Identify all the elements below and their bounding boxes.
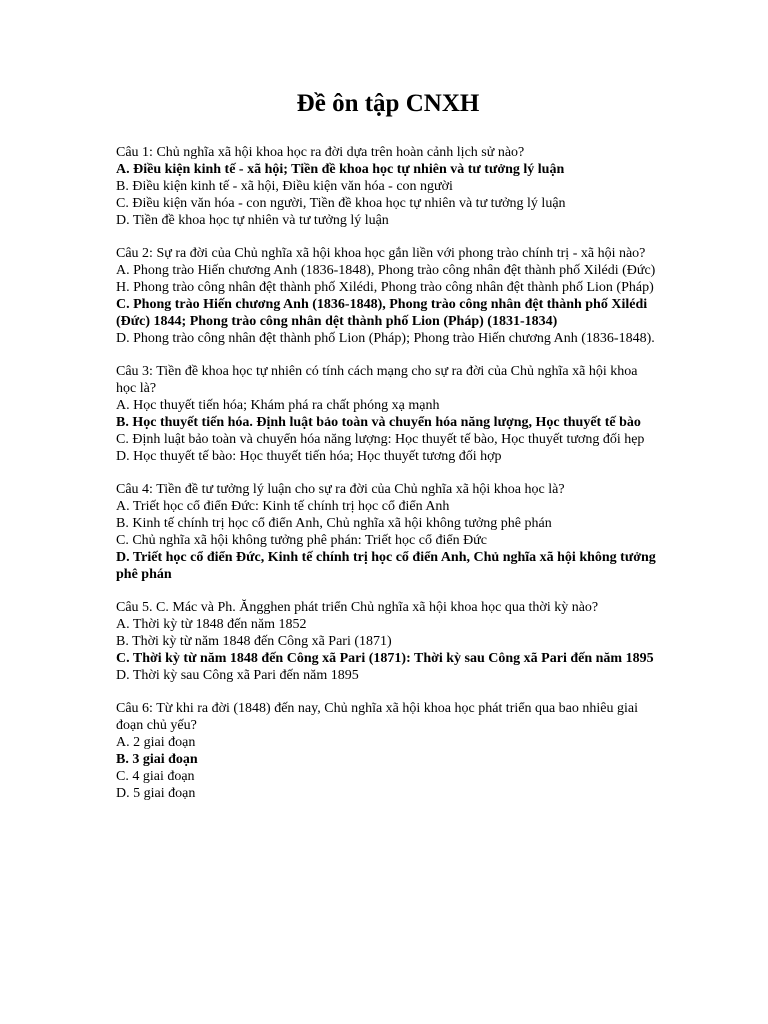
answer-option-correct: B. 3 giai đoạn (116, 752, 198, 767)
answer-option: A. Học thuyết tiến hóa; Khám phá ra chất phóng xạ mạnh (116, 398, 440, 413)
question-prompt: Câu 5. C. Mác và Ph. Ăngghen phát triển Chủ nghĩa xã hội khoa học qua thời kỳ nào? (116, 600, 599, 615)
answer-option: C. Điều kiện văn hóa - con người, Tiền đề khoa học tự nhiên và tư tưởng lý luận (116, 196, 566, 211)
question-prompt: Câu 2: Sự ra đời của Chủ nghĩa xã hội khoa học gắn liền với phong trào chính trị - xã hội nào? (116, 246, 646, 261)
answer-option: A. 2 giai đoạn (116, 735, 196, 750)
answer-option: A. Thời kỳ từ 1848 đến năm 1852 (116, 617, 307, 632)
answer-option: A. Phong trào Hiến chương Anh (1836-1848), Phong trào công nhân đệt thành phố Xilédi (Đức) (116, 263, 656, 278)
question-1 (116, 144, 656, 229)
question-4 (116, 481, 656, 583)
page-title: Đề ôn tập CNXH (296, 90, 480, 117)
answer-option-correct: C. Phong trào Hiến chương Anh (1836-1848), Phong trào công nhân đệt thành phố Xilédi (Đức) 1844; Phong trào công nhân dệt thành phố Lion (Pháp) (1831-1834) (116, 297, 648, 329)
answer-option: A. Triết học cổ điển Đức: Kinh tế chính trị học cổ điển Anh (116, 499, 450, 514)
question-prompt: Câu 3: Tiền đề khoa học tự nhiên có tính cách mạng cho sự ra đời của Chủ nghĩa xã hội khoa học là? (116, 364, 638, 396)
answer-option: C. Định luật bảo toàn và chuyển hóa năng lượng: Học thuyết tế bào, Học thuyết tương đối hẹp (116, 432, 645, 447)
answer-option-correct: A. Điều kiện kinh tế - xã hội; Tiền đề khoa học tự nhiên và tư tưởng lý luận (116, 162, 565, 177)
answer-option-correct: B. Học thuyết tiến hóa. Định luật bảo toàn và chuyển hóa năng lượng, Học thuyết tế bào (116, 415, 641, 430)
question-6 (116, 700, 656, 802)
question-3 (116, 363, 656, 465)
answer-option: D. Thời kỳ sau Công xã Pari đến năm 1895 (116, 668, 359, 683)
answer-option: D. Phong trào công nhân đệt thành phố Lion (Pháp); Phong trào Hiến chương Anh (1836-1848). (116, 331, 655, 346)
answer-option: B. Điều kiện kinh tế - xã hội, Điều kiện văn hóa - con người (116, 179, 453, 194)
answer-option-correct: D. Triết học cổ điển Đức, Kinh tế chính trị học cổ điển Anh, Chủ nghĩa xã hội không tưởng phê phán (116, 550, 656, 582)
document-page (116, 86, 656, 818)
answer-option: D. Học thuyết tế bào: Học thuyết tiến hóa; Học thuyết tương đối hợp (116, 449, 502, 464)
answer-option: D. 5 giai đoạn (116, 786, 196, 801)
question-prompt: Câu 1: Chủ nghĩa xã hội khoa học ra đời dựa trên hoàn cảnh lịch sử nào? (116, 145, 525, 160)
answer-option-correct: C. Thời kỳ từ năm 1848 đến Công xã Pari (1871): Thời kỳ sau Công xã Pari đến năm 1895 (116, 651, 654, 666)
question-5 (116, 599, 656, 684)
question-prompt: Câu 6: Từ khi ra đời (1848) đến nay, Chủ nghĩa xã hội khoa học phát triển qua bao nhiêu giai đoạn chủ yếu? (116, 701, 638, 733)
answer-option: C. Chủ nghĩa xã hội không tưởng phê phán: Triết học cổ điển Đức (116, 533, 487, 548)
answer-option: B. Kinh tế chính trị học cổ điển Anh, Chủ nghĩa xã hội không tưởng phê phán (116, 516, 552, 531)
question-2 (116, 245, 656, 347)
question-prompt: Câu 4: Tiền đề tư tưởng lý luận cho sự ra đời của Chủ nghĩa xã hội khoa học là? (116, 482, 565, 497)
answer-option: B. Thời kỳ từ năm 1848 đến Công xã Pari (1871) (116, 634, 392, 649)
answer-option: H. Phong trào công nhân đệt thành phố Xilédi, Phong trào công nhân đệt thành phố Lion (Pháp) (116, 280, 654, 295)
answer-option: D. Tiền đề khoa học tự nhiên và tư tưởng lý luận (116, 213, 389, 228)
answer-option: C. 4 giai đoạn (116, 769, 195, 784)
